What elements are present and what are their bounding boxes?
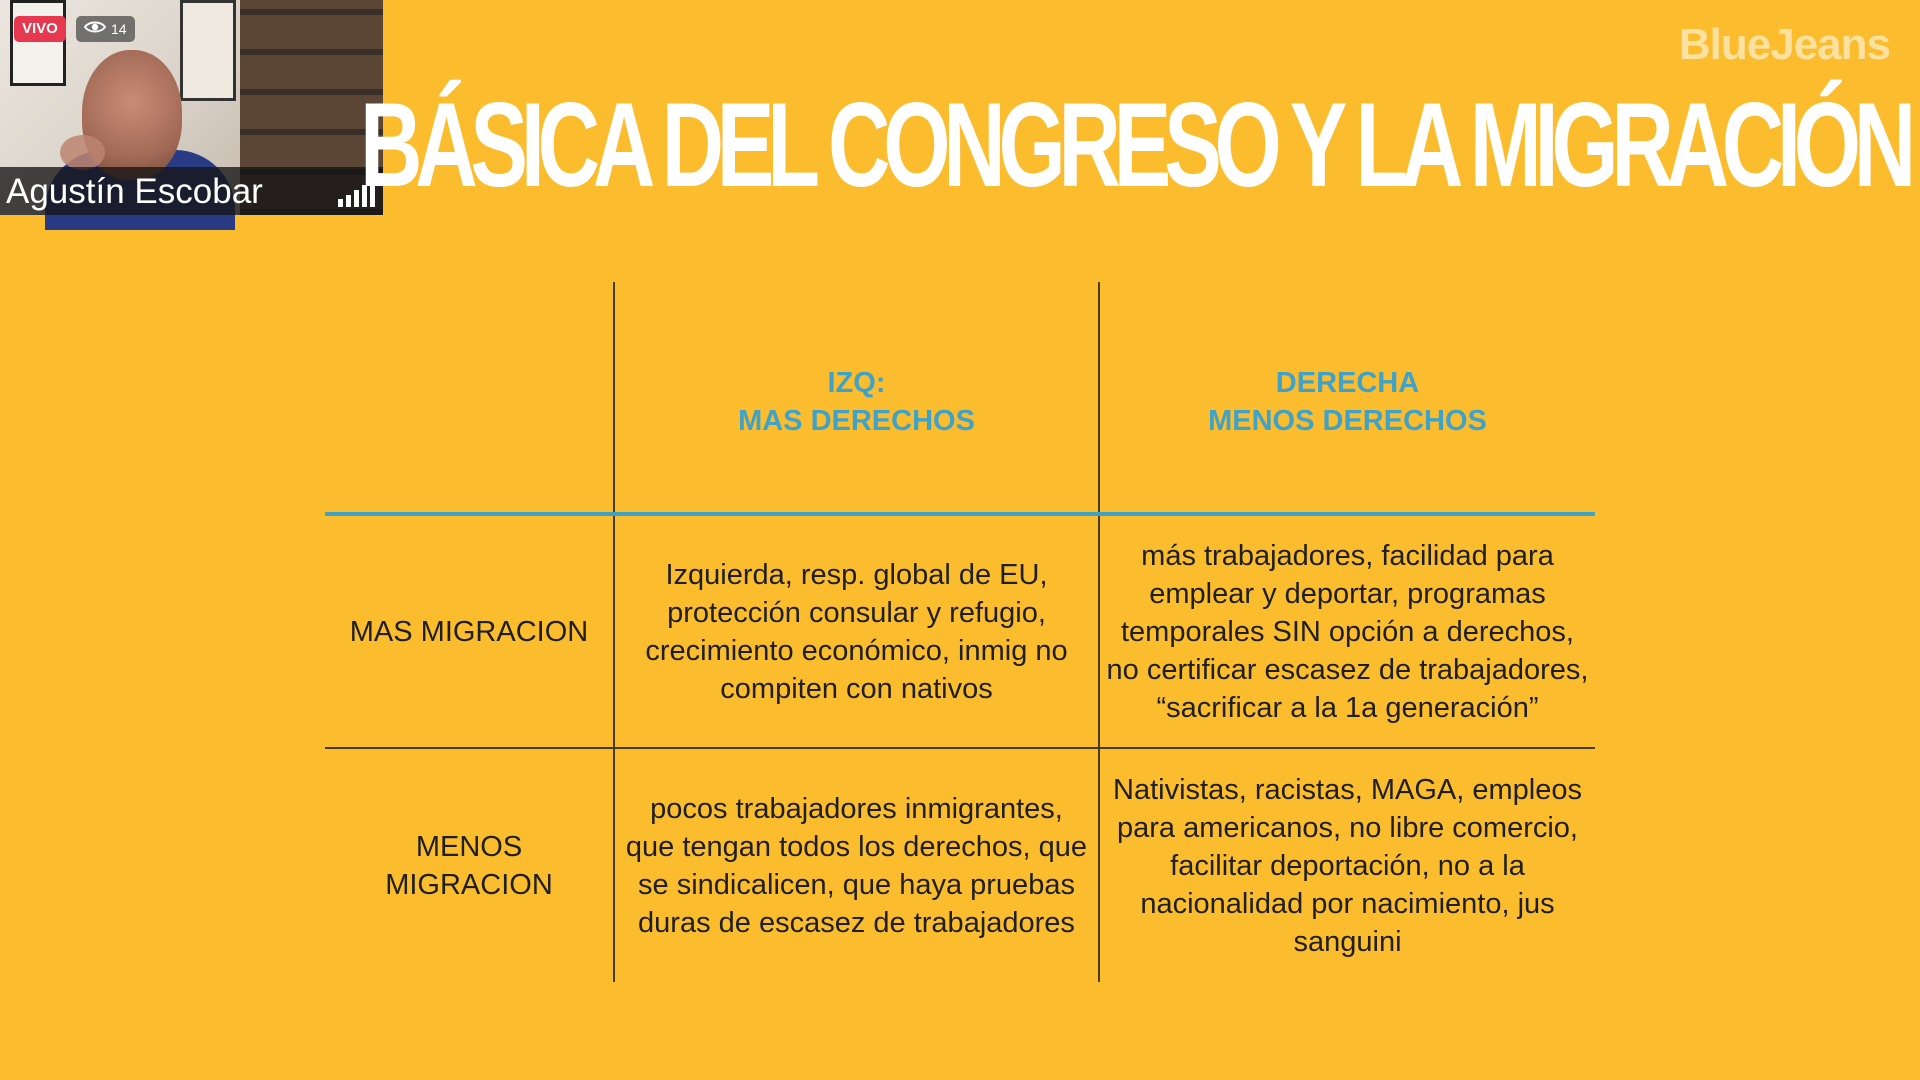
column-header-left xyxy=(615,352,1098,452)
cell-mas-migracion-izq: Izquierda, resp. global de EU, protección consular y refugio, crecimiento económico, inmig no compiten con nativos xyxy=(645,558,1068,705)
migration-matrix xyxy=(325,282,1595,982)
eye-icon xyxy=(84,16,106,42)
column-header-line: IZQ: xyxy=(827,367,886,399)
column-header-line: DERECHA xyxy=(1275,367,1420,399)
column-header-line: MAS DERECHOS xyxy=(738,405,975,437)
cell-menos-migracion-derecha: Nativistas, racistas, MAGA, empleos para americanos, no libre comercio, facilitar deportación, no a la nacionalidad por nacimiento, jus sanguini xyxy=(1113,773,1582,958)
row-label-mas-migracion: MAS MIGRACION xyxy=(349,615,589,648)
wall-frame xyxy=(180,0,236,101)
cell-mas-migracion-derecha: más trabajadores, facilidad para emplear y deportar, programas temporales SIN opción a derechos, no certificar escasez de trabajadores, “sacrificar a la 1a generación” xyxy=(1106,539,1589,724)
slide-title: BÁSICA DEL CONGRESO Y LA MIGRACIÓN xyxy=(360,78,1909,212)
viewer-count: 14 xyxy=(111,21,127,37)
column-header-right xyxy=(1100,352,1595,452)
row-label-menos-migracion: MENOS MIGRACION xyxy=(385,830,553,901)
column-header-line: MENOS DERECHOS xyxy=(1208,405,1487,437)
wall-frame xyxy=(10,0,66,86)
presenter-video-tile[interactable] xyxy=(0,0,383,215)
bluejeans-logo: BlueJeans xyxy=(1678,20,1890,69)
presenter-name-bar xyxy=(0,167,383,215)
presenter-name: Agustín Escobar xyxy=(6,172,263,211)
viewer-count-badge xyxy=(76,16,135,42)
presenter-hand xyxy=(60,135,105,170)
live-badge: VIVO xyxy=(14,16,66,42)
cell-menos-migracion-izq: pocos trabajadores inmigrantes, que tengan todos los derechos, que se sindicalicen, que haya pruebas duras de escasez de trabajadores xyxy=(625,792,1088,939)
